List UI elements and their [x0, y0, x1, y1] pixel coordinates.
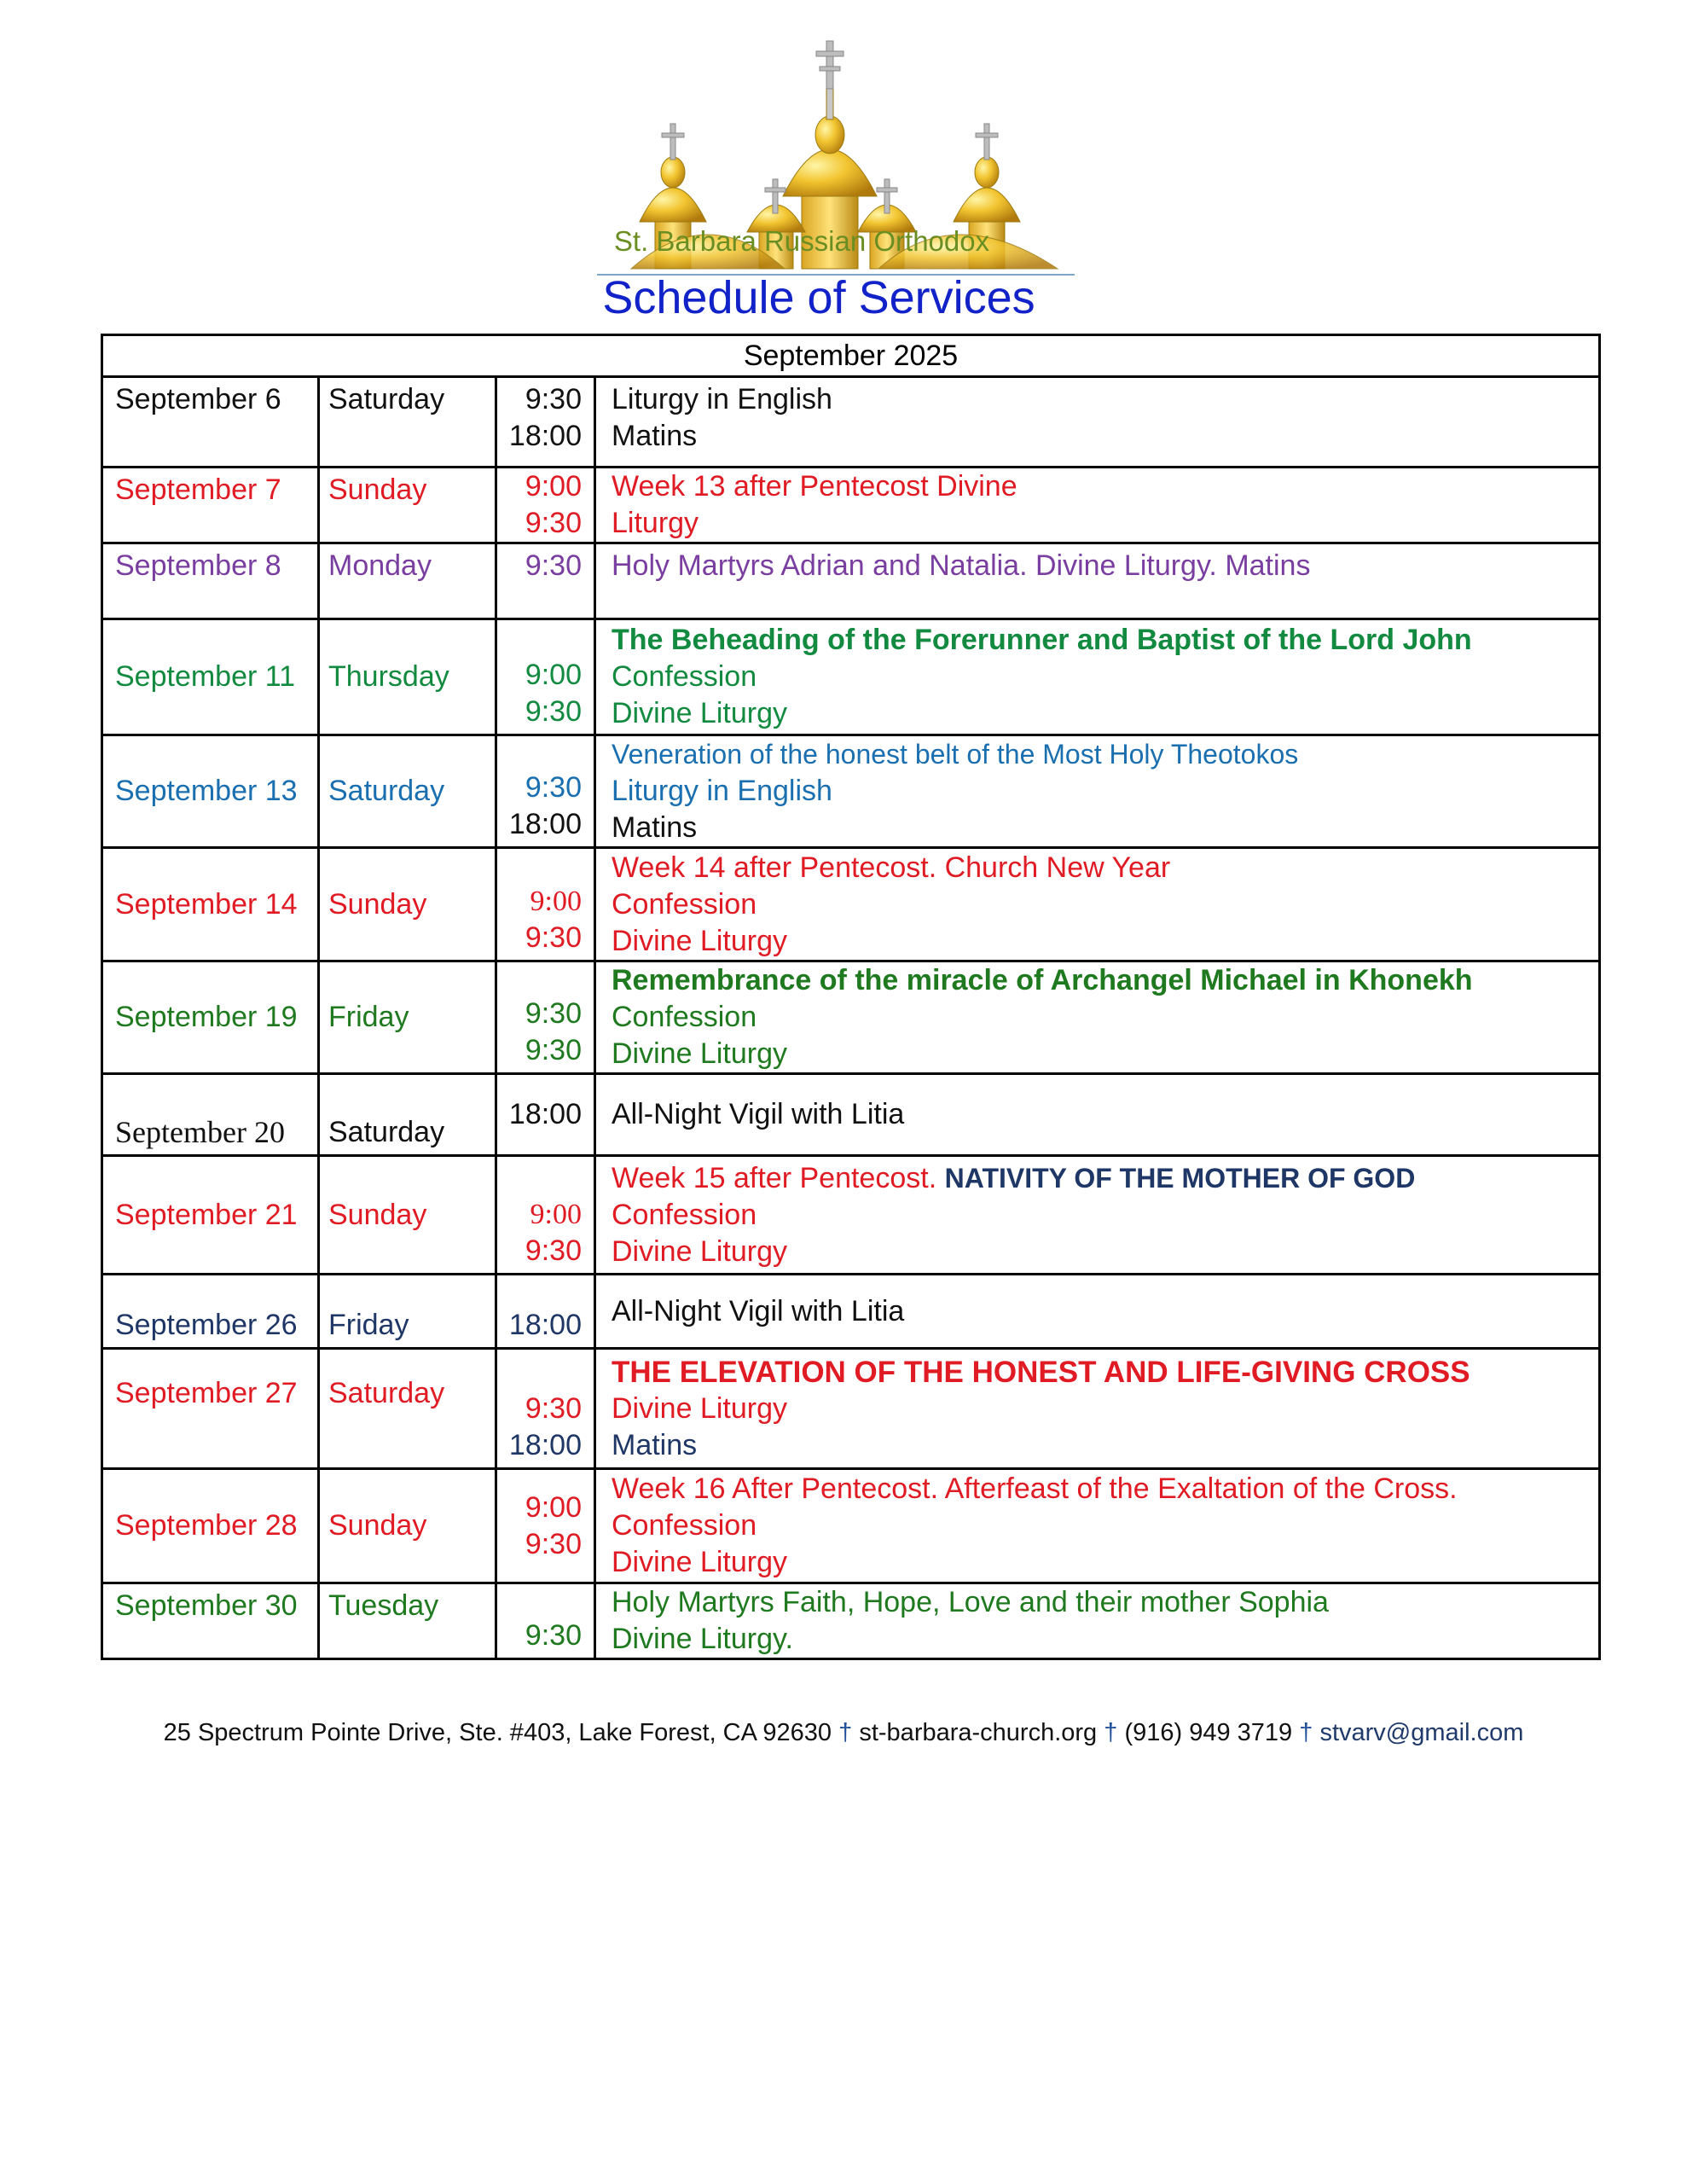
row-services: The Beheading of the Forerunner and Baptist of the Lord John Confession Divine Liturgy [595, 619, 1600, 735]
row-services: Week 15 after Pentecost. NATIVITY OF THE MOTHER OF GOD Confession Divine Liturgy [595, 1156, 1600, 1275]
schedule-row [102, 1156, 1600, 1275]
row-date: September 14 [102, 848, 319, 961]
row-date: September 27 [102, 1349, 319, 1469]
row-services: Holy Martyrs Adrian and Natalia. Divine Liturgy. Matins [595, 543, 1600, 619]
row-date: September 21 [102, 1156, 319, 1275]
address: 25 Spectrum Pointe Drive, Ste. #403, Lake Forest, CA 92630 [163, 1719, 832, 1746]
row-day: Saturday [319, 1349, 496, 1469]
contact-footer [0, 1719, 1687, 1747]
row-date: September 28 [102, 1469, 319, 1583]
row-times: 18:00 [496, 1275, 595, 1349]
phone-number: (916) 949 3719 [1124, 1719, 1293, 1746]
schedule-row [102, 848, 1600, 961]
row-day: Thursday [319, 619, 496, 735]
row-day: Monday [319, 543, 496, 619]
row-day: Saturday [319, 735, 496, 848]
website-link[interactable]: st-barbara-church.org [859, 1719, 1098, 1746]
church-name: St. Barbara Russian Orthodox [613, 225, 990, 257]
row-times: 18:00 [496, 1074, 595, 1156]
row-date: September 30 [102, 1583, 319, 1659]
month-header: September 2025 [102, 335, 1600, 377]
row-services: All-Night Vigil with Litia [595, 1074, 1600, 1156]
row-date: September 19 [102, 961, 319, 1074]
row-times: 9:30 18:00 [496, 735, 595, 848]
row-day: Friday [319, 1275, 496, 1349]
row-times: 9:30 [496, 1583, 595, 1659]
schedule-row [102, 543, 1600, 619]
row-times: 9:30 [496, 543, 595, 619]
row-date: September 7 [102, 468, 319, 543]
row-services: Remembrance of the miracle of Archangel Michael in Khonekh Confession Divine Liturgy [595, 961, 1600, 1074]
row-date: September 8 [102, 543, 319, 619]
schedule-row [102, 961, 1600, 1074]
row-services: Liturgy in English Matins [595, 377, 1600, 468]
schedule-row [102, 1074, 1600, 1156]
row-day: Tuesday [319, 1583, 496, 1659]
row-times: 9:00 9:30 [496, 619, 595, 735]
row-times: 9:30 18:00 [496, 1349, 595, 1469]
row-services: Veneration of the honest belt of the Most Holy Theotokos Liturgy in English Matins [595, 735, 1600, 848]
cross-separator-icon: † [1299, 1719, 1313, 1746]
row-services: THE ELEVATION OF THE HONEST AND LIFE-GIVING CROSS Divine Liturgy Matins [595, 1349, 1600, 1469]
page-title: Schedule of Services [602, 272, 1035, 323]
schedule-row [102, 735, 1600, 848]
row-times: 9:30 18:00 [496, 377, 595, 468]
schedule-row [102, 377, 1600, 468]
row-day: Sunday [319, 1156, 496, 1275]
schedule-row [102, 619, 1600, 735]
row-date: September 13 [102, 735, 319, 848]
row-date: September 11 [102, 619, 319, 735]
row-services: All-Night Vigil with Litia [595, 1275, 1600, 1349]
row-times: 9:00 9:30 [496, 848, 595, 961]
row-day: Saturday [319, 377, 496, 468]
row-times: 9:00 9:30 [496, 1156, 595, 1275]
schedule-row [102, 1349, 1600, 1469]
schedule-row [102, 468, 1600, 543]
row-times: 9:00 9:30 [496, 468, 595, 543]
month-header-row [102, 335, 1600, 377]
row-services: Week 16 After Pentecost. Afterfeast of the Exaltation of the Cross. Confession Divine Liturgy [595, 1469, 1600, 1583]
schedule-row [102, 1583, 1600, 1659]
row-day: Sunday [319, 468, 496, 543]
row-date: September 26 [102, 1275, 319, 1349]
cross-separator-icon: † [1104, 1719, 1118, 1746]
row-day: Sunday [319, 1469, 496, 1583]
row-date: September 6 [102, 377, 319, 468]
row-day: Sunday [319, 848, 496, 961]
schedule-table [101, 334, 1601, 1660]
cross-separator-icon: † [838, 1719, 853, 1746]
row-services: Week 14 after Pentecost. Church New Year Confession Divine Liturgy [595, 848, 1600, 961]
schedule-row [102, 1275, 1600, 1349]
row-day: Friday [319, 961, 496, 1074]
row-day: Saturday [319, 1074, 496, 1156]
row-date: September 20 [102, 1074, 319, 1156]
email-link[interactable]: stvarv@gmail.com [1319, 1719, 1524, 1746]
row-services: Week 13 after Pentecost Divine Liturgy [595, 468, 1600, 543]
schedule-row [102, 1469, 1600, 1583]
row-times: 9:00 9:30 [496, 1469, 595, 1583]
row-times: 9:30 9:30 [496, 961, 595, 1074]
row-services: Holy Martyrs Faith, Hope, Love and their mother Sophia Divine Liturgy. [595, 1583, 1600, 1659]
